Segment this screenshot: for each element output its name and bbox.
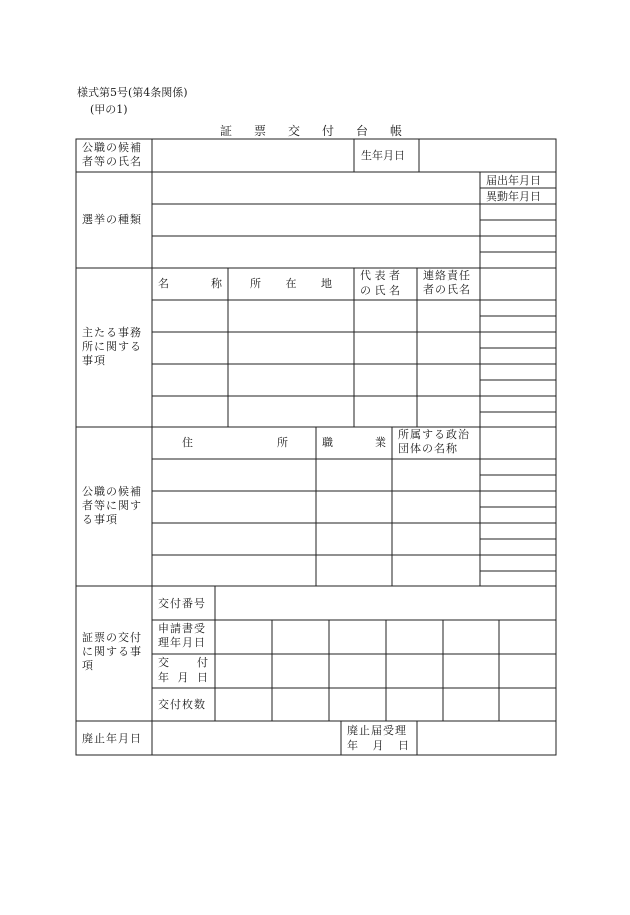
application-date-label: 申請書受理年月日	[158, 622, 206, 649]
issue-count-label: 交付枚数	[158, 698, 206, 711]
abolish-notice-label-line2	[347, 739, 409, 753]
issue-date-label-2a: 年	[158, 671, 169, 684]
office-name-header-b: 称	[211, 277, 222, 290]
issuance-section-label: 証票の交付に関する事項	[82, 631, 142, 672]
occupation-header-a: 職	[322, 436, 333, 449]
issue-date-label-line1	[158, 656, 208, 670]
office-location-header	[250, 277, 332, 291]
office-location-header-c: 地	[321, 277, 332, 290]
representative-header-line2: の 氏 名	[360, 284, 400, 297]
notify-date-label: 届出年月日	[486, 174, 541, 187]
office-location-header-a: 所	[250, 277, 261, 290]
abolish-date-label: 廃止年月日	[82, 732, 142, 745]
address-header-b: 所	[277, 436, 288, 449]
main-office-section-label: 主たる事務所に関する事項	[82, 326, 142, 367]
abolish-notice-2c: 日	[398, 739, 409, 752]
abolish-notice-2a: 年	[347, 739, 358, 752]
occupation-header-b: 業	[375, 436, 386, 449]
form-number-label: 様式第5号(第4条関係)	[77, 86, 188, 99]
candidate-name-label: 公職の候補者等の氏名	[82, 141, 142, 168]
office-name-header	[158, 277, 222, 291]
issue-number-label: 交付番号	[158, 597, 206, 610]
abolish-notice-label-line1: 廃止届受理	[347, 724, 407, 737]
occupation-header	[322, 436, 386, 450]
contact-person-header: 連絡責任者の氏名	[423, 269, 471, 296]
address-header	[182, 436, 288, 450]
representative-header-line1: 代 表 者	[360, 269, 400, 282]
office-name-header-a: 名	[158, 277, 169, 290]
issue-date-label-2c: 日	[197, 671, 208, 684]
change-date-label: 異動年月日	[486, 190, 541, 203]
issue-date-label-2b: 月	[177, 671, 189, 684]
election-type-label: 選挙の種類	[82, 213, 142, 226]
birth-date-label: 生年月日	[361, 149, 405, 162]
abolish-notice-2b: 月	[372, 739, 384, 752]
address-header-a: 住	[182, 436, 193, 449]
issue-date-label-1a: 交	[158, 656, 169, 669]
page-title: 証票交付台帳	[220, 124, 425, 138]
candidate-section-label: 公職の候補者等に関する事項	[82, 485, 142, 526]
office-location-header-b: 在	[285, 277, 297, 290]
issue-date-label-1b: 付	[197, 656, 208, 669]
party-header: 所属する政治団体の名称	[398, 428, 470, 455]
form-sub-label: (甲の1)	[90, 103, 128, 116]
issue-date-label-line2	[158, 671, 208, 685]
